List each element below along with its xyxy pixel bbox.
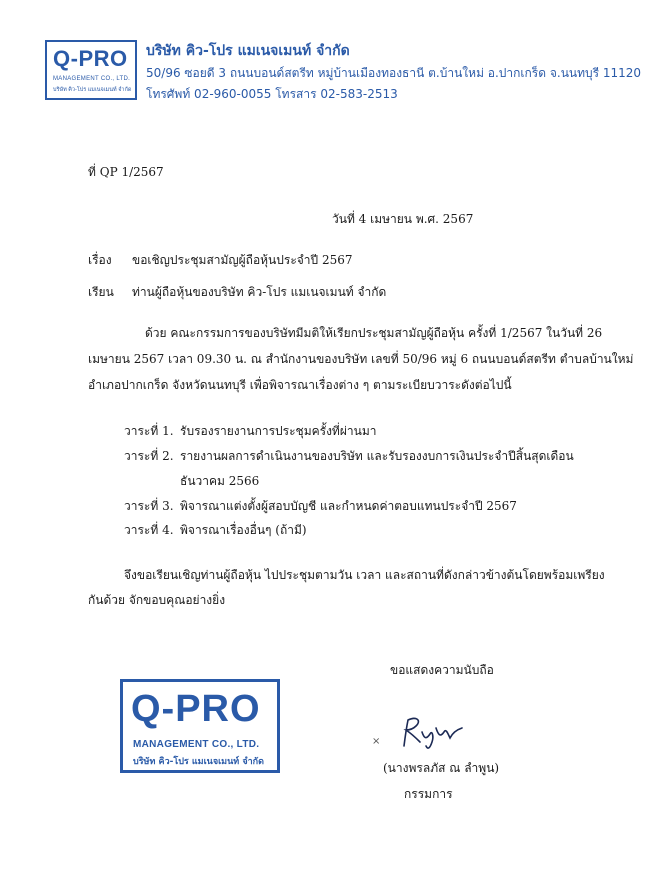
company-phone: โทรศัพท์ 02-960-0055 โทรสาร 02-583-2513: [146, 87, 398, 101]
logo-sub-th: บริษัท คิว-โปร แมเนจเมนท์ จำกัด: [53, 87, 132, 93]
agenda-label-2: วาระที่ 2.: [124, 449, 174, 463]
subject-label: เรื่อง: [88, 253, 112, 267]
company-address: 50/96 ซอยดี 3 ถนนบอนด์สตรีท หมู่บ้านเมืองทองธานี ต.บ้านใหม่ อ.ปากเกร็ด จ.นนทบุรี 11120: [146, 66, 642, 80]
stamp-sub-en: MANAGEMENT CO., LTD.: [133, 739, 260, 750]
agenda-label-4: วาระที่ 4.: [124, 523, 174, 537]
company-stamp: [120, 679, 280, 773]
company-name: บริษัท คิว-โปร แมเนจเมนท์ จำกัด: [146, 43, 350, 59]
logo-sub-en: MANAGEMENT CO., LTD.: [53, 76, 131, 82]
agenda-text-3: พิจารณาแต่งตั้งผู้สอบบัญชี และกำหนดค่าตอบแทนประจำปี 2567: [180, 499, 517, 513]
agenda-text-2-cont: ธันวาคม 2566: [180, 474, 260, 488]
intro-line-2: เมษายน 2567 เวลา 09.30 น. ณ สำนักงานของบริษัท เลขที่ 50/96 หมู่ 6 ถนนบอนด์สตรีท ตำบลบ้านใหม่: [88, 352, 634, 366]
agenda-label-3: วาระที่ 3.: [124, 499, 174, 513]
agenda-label-1: วาระที่ 1.: [124, 424, 174, 438]
letter-reference: ที่ QP 1/2567: [88, 165, 164, 179]
intro-line-3: อำเภอปากเกร็ด จังหวัดนนทบุรี เพื่อพิจารณาเรื่องต่าง ๆ ตามระเบียบวาระดังต่อไปนี้: [88, 378, 512, 392]
signature-icon: [372, 710, 492, 754]
letter-date: วันที่ 4 เมษายน พ.ศ. 2567: [332, 212, 474, 226]
agenda-text-1: รับรองรายงานการประชุมครั้งที่ผ่านมา: [180, 424, 377, 438]
closing-line-2: กันด้วย จักขอบคุณอย่างยิ่ง: [88, 593, 226, 607]
logo-mark: Q-PRO: [53, 46, 128, 71]
to-text: ท่านผู้ถือหุ้นของบริษัท คิว-โปร แมเนจเมนท์ จำกัด: [132, 285, 387, 299]
svg-text:×: ×: [372, 736, 381, 747]
signer-title: กรรมการ: [404, 787, 453, 801]
stamp-sub-th: บริษัท คิว-โปร แมเนจเมนท์ จำกัด: [133, 757, 264, 767]
subject-text: ขอเชิญประชุมสามัญผู้ถือหุ้นประจำปี 2567: [132, 253, 353, 267]
regards: ขอแสดงความนับถือ: [390, 663, 494, 677]
signer-name: (นางพรลภัส ณ ลำพูน): [383, 761, 500, 775]
intro-line-1: ด้วย คณะกรรมการของบริษัทมีมติให้เรียกประชุมสามัญผู้ถือหุ้น ครั้งที่ 1/2567 ในวันที่ 26: [145, 326, 603, 340]
agenda-text-4: พิจารณาเรื่องอื่นๆ (ถ้ามี): [180, 523, 307, 537]
stamp-mark: Q-PRO: [131, 688, 261, 730]
company-logo: [45, 40, 137, 100]
agenda-text-2: รายงานผลการดำเนินงานของบริษัท และรับรองงบการเงินประจำปีสิ้นสุดเดือน: [180, 449, 574, 463]
closing-line-1: จึงขอเรียนเชิญท่านผู้ถือหุ้น ไปประชุมตามวัน เวลา และสถานที่ดังกล่าวข้างต้นโดยพร้อมเพรียง: [124, 568, 605, 582]
to-label: เรียน: [88, 285, 114, 299]
signature: [372, 710, 492, 758]
